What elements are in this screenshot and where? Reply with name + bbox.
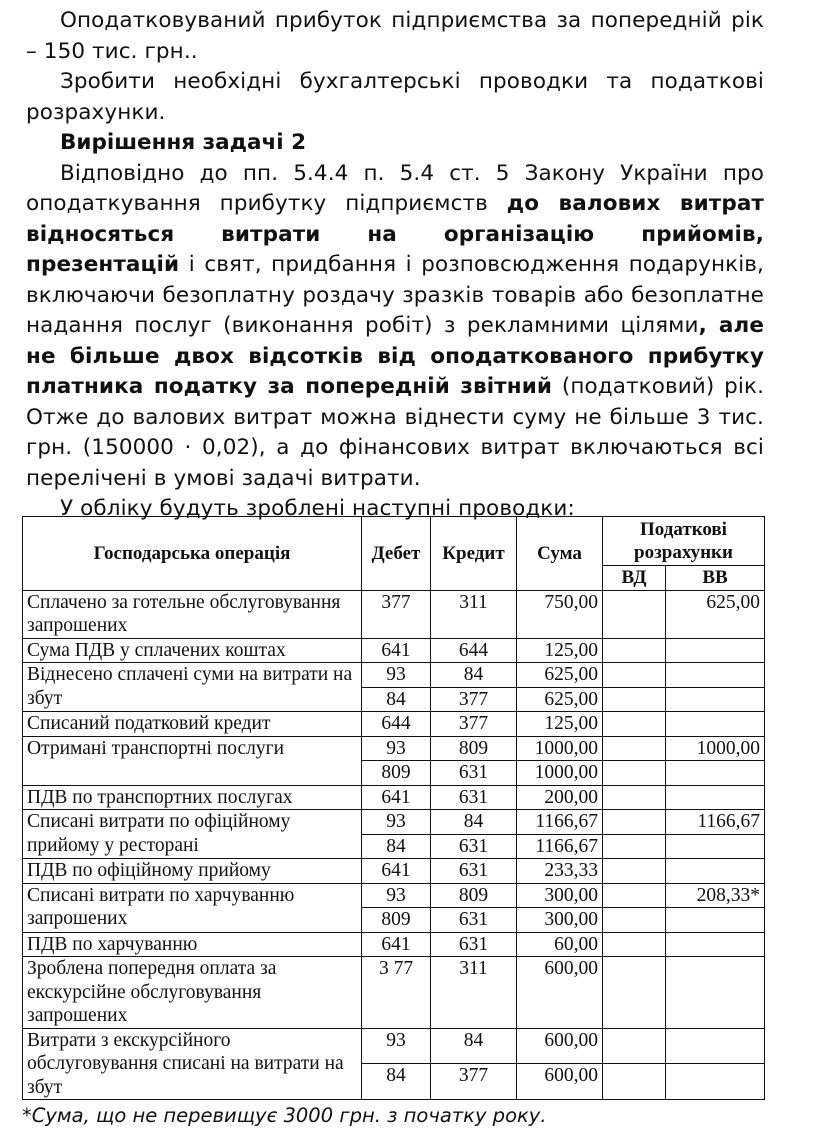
debit-cell: 809: [362, 761, 431, 786]
vd-cell: [603, 785, 666, 810]
debit-cell: 641: [362, 785, 431, 810]
vd-cell: [603, 908, 666, 933]
debit-cell: 84: [362, 1064, 431, 1100]
table-row: [23, 1028, 765, 1064]
credit-cell: 377: [431, 687, 517, 712]
credit-cell: 377: [431, 1064, 517, 1100]
vd-cell: [603, 1064, 666, 1100]
table-row: [23, 785, 765, 810]
vd-cell: [603, 590, 666, 638]
header-vv: ВВ: [666, 566, 765, 591]
vv-cell: [666, 932, 765, 957]
table-row: [23, 883, 765, 908]
vv-cell: 625,00: [666, 590, 765, 638]
debit-cell: 84: [362, 834, 431, 859]
sum-cell: 1000,00: [517, 761, 603, 786]
vd-cell: [603, 687, 666, 712]
credit-cell: 631: [431, 932, 517, 957]
text-segment: (податковий) рік. Отже до валових витрат можна віднести суму не більше 3 тис. грн. (150000 · 0,02), а до фінансових витрат включаються всі перелічені в умові задачі витрати.: [26, 374, 765, 491]
bold-segment: до валових витрат відносяться витрати на організацію прийомів, презентацій: [26, 191, 764, 277]
vd-cell: [603, 810, 666, 835]
sum-cell: 125,00: [517, 638, 603, 663]
vd-cell: [603, 638, 666, 663]
header-credit: Кредит: [431, 517, 517, 591]
table-row: [23, 638, 765, 663]
sum-cell: 1166,67: [517, 834, 603, 859]
operation-cell: Віднесено сплачені суми на витрати на збут: [23, 663, 362, 712]
operation-cell: Списані витрати по офіційному прийому у ресторані: [23, 810, 362, 859]
vv-cell: [666, 957, 765, 1029]
vv-cell: [666, 834, 765, 859]
vd-cell: [603, 736, 666, 761]
vv-cell: [666, 1028, 765, 1064]
table-row: [23, 957, 765, 1029]
operation-cell: ПДВ по харчуванню: [23, 932, 362, 957]
sum-cell: 1166,67: [517, 810, 603, 835]
debit-cell: 93: [362, 810, 431, 835]
vd-cell: [603, 663, 666, 688]
vd-cell: [603, 712, 666, 737]
debit-cell: 3 77: [362, 957, 431, 1029]
credit-cell: 84: [431, 810, 517, 835]
sum-cell: 233,33: [517, 859, 603, 884]
operation-cell: ПДВ по транспортних послугах: [23, 785, 362, 810]
debit-cell: 809: [362, 908, 431, 933]
vv-cell: 1166,67: [666, 810, 765, 835]
credit-cell: 311: [431, 957, 517, 1029]
vv-cell: [666, 638, 765, 663]
credit-cell: 631: [431, 908, 517, 933]
operation-cell: Зроблена попередня оплата за екскурсійне обслуговування запрошених: [23, 957, 362, 1029]
sum-cell: 200,00: [517, 785, 603, 810]
credit-cell: 631: [431, 785, 517, 810]
debit-cell: 93: [362, 883, 431, 908]
text-segment: Відповідно до пп. 5.4.4 п. 5.4 ст. 5 Закону України про оподаткування прибутку підприємств: [26, 160, 764, 216]
debit-cell: 84: [362, 687, 431, 712]
bold-segment: , але не більше двох відсотків від оподаткованого прибутку платника податку за попередній звітний: [26, 313, 765, 399]
table-row: [23, 810, 765, 835]
sum-cell: 300,00: [517, 883, 603, 908]
sum-cell: 1000,00: [517, 736, 603, 761]
table-row: [23, 663, 765, 688]
table-row: [23, 712, 765, 737]
credit-cell: 631: [431, 761, 517, 786]
table-row: [23, 736, 765, 761]
vv-cell: [666, 785, 765, 810]
solution-heading: Вирішення задачі 2: [60, 130, 307, 155]
document-body: [26, 6, 764, 525]
vv-cell: [666, 663, 765, 688]
operation-cell: Отримані транспортні послуги: [23, 736, 362, 785]
debit-cell: 93: [362, 1028, 431, 1064]
sum-cell: 600,00: [517, 1064, 603, 1100]
table-row: [23, 932, 765, 957]
vv-cell: [666, 1064, 765, 1100]
footnote: *Сума, що не перевищує 3000 грн. з початку року.: [22, 1104, 547, 1127]
sum-cell: 60,00: [517, 932, 603, 957]
debit-cell: 377: [362, 590, 431, 638]
sum-cell: 625,00: [517, 663, 603, 688]
table-body: [23, 590, 765, 1100]
debit-cell: 93: [362, 736, 431, 761]
vv-cell: [666, 908, 765, 933]
credit-cell: 377: [431, 712, 517, 737]
credit-cell: 809: [431, 883, 517, 908]
solution-paragraph-1: [26, 159, 764, 495]
sum-cell: 750,00: [517, 590, 603, 638]
credit-cell: 84: [431, 663, 517, 688]
operation-cell: Сума ПДВ у сплачених коштах: [23, 638, 362, 663]
operation-cell: Сплачено за готельне обслуговування запрошених: [23, 590, 362, 638]
header-tax: Податкові розрахунки: [603, 517, 765, 566]
vd-cell: [603, 834, 666, 859]
operation-cell: Списані витрати по харчуванню запрошених: [23, 883, 362, 932]
vd-cell: [603, 932, 666, 957]
vv-cell: [666, 687, 765, 712]
entries-table: [22, 516, 765, 1100]
sum-cell: 600,00: [517, 957, 603, 1029]
sum-cell: 125,00: [517, 712, 603, 737]
credit-cell: 311: [431, 590, 517, 638]
vv-cell: [666, 761, 765, 786]
debit-cell: 641: [362, 859, 431, 884]
vd-cell: [603, 883, 666, 908]
vd-cell: [603, 957, 666, 1029]
vv-cell: [666, 712, 765, 737]
debit-cell: 644: [362, 712, 431, 737]
vd-cell: [603, 859, 666, 884]
vv-cell: 1000,00: [666, 736, 765, 761]
credit-cell: 84: [431, 1028, 517, 1064]
header-operation: Господарська операція: [23, 517, 362, 591]
intro-paragraph-1: Оподатковуваний прибуток підприємства за попередній рік – 150 тис. грн..: [26, 8, 764, 64]
sum-cell: 300,00: [517, 908, 603, 933]
intro-paragraph-2: Зробити необхідні бухгалтерські проводки та податкові розрахунки.: [26, 69, 764, 125]
credit-cell: 644: [431, 638, 517, 663]
text-segment: і свят, придбання і розповсюдження подарунків, включаючи безоплатну роздачу зразків товарів або безоплатне надання послуг (виконання робіт) з рекламними цілями: [26, 252, 764, 338]
sum-cell: 625,00: [517, 687, 603, 712]
operation-cell: Витрати з екскурсійного обслуговування списані на витрати на збут: [23, 1028, 362, 1100]
credit-cell: 631: [431, 834, 517, 859]
debit-cell: 93: [362, 663, 431, 688]
credit-cell: 631: [431, 859, 517, 884]
table-row: [23, 859, 765, 884]
vv-cell: [666, 859, 765, 884]
vd-cell: [603, 761, 666, 786]
operation-cell: Списаний податковий кредит: [23, 712, 362, 737]
debit-cell: 641: [362, 932, 431, 957]
table-row: [23, 590, 765, 638]
header-debit: Дебет: [362, 517, 431, 591]
header-vd: ВД: [603, 566, 666, 591]
credit-cell: 809: [431, 736, 517, 761]
debit-cell: 641: [362, 638, 431, 663]
operation-cell: ПДВ по офіційному прийому: [23, 859, 362, 884]
header-sum: Сума: [517, 517, 603, 591]
solution-paragraph-2: У обліку будуть зроблені наступні проводки:: [60, 496, 575, 521]
sum-cell: 600,00: [517, 1028, 603, 1064]
vd-cell: [603, 1028, 666, 1064]
vv-cell: 208,33*: [666, 883, 765, 908]
